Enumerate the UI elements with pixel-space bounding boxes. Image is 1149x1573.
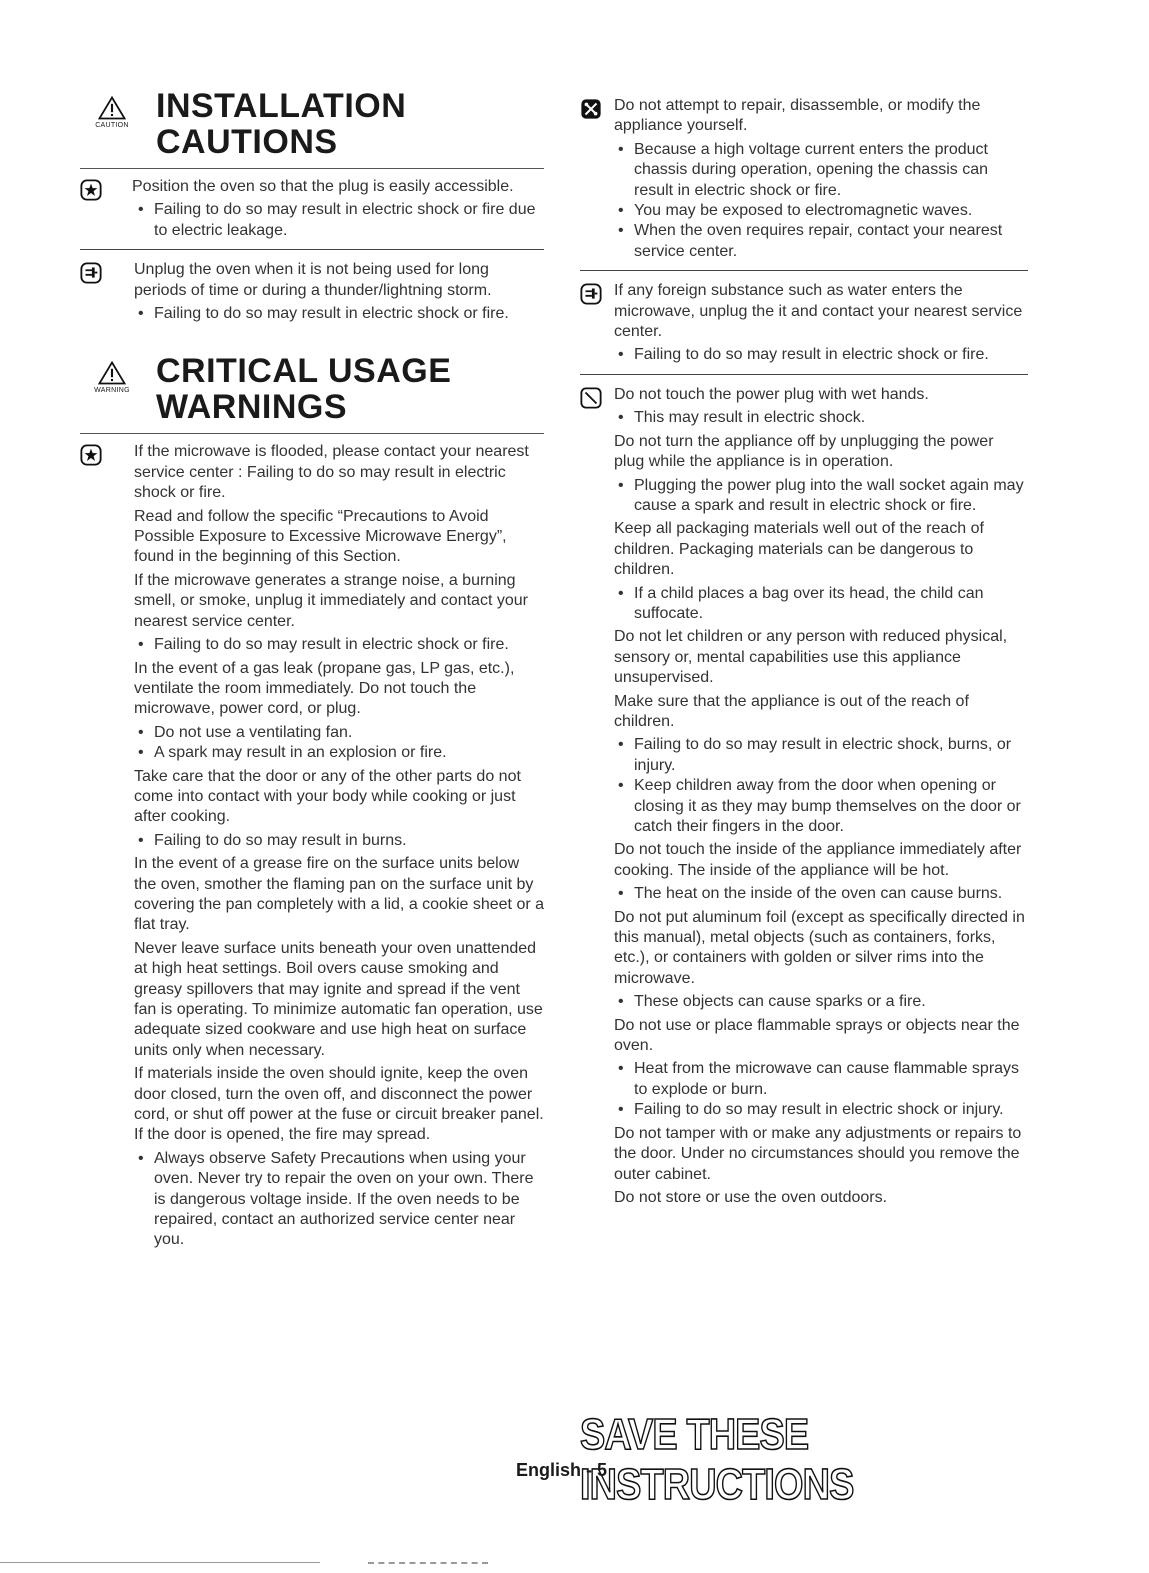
section-title-line-1: CRITICAL USAGE [156,352,452,391]
bullet-item: • Failing to do so may result in electric shock, burns, or injury. [614,735,1028,776]
warning-badge-label: WARNING [94,387,130,395]
bullet-item: • Keep children away from the door when opening or closing it as they may bump themselves on the door or catch their fingers in the door. [614,776,1028,837]
prohibited-icon [580,387,602,409]
divider [80,168,544,169]
no-disassembly-icon [580,98,602,120]
right-column [580,96,1028,1211]
bullet-list [614,345,1028,365]
instruction-paragraph: Read and follow the specific “Precautions to Avoid Possible Exposure to Excessive Microwave Energy”, found in the beginning of this Section. [134,507,507,566]
bullet-list [614,584,1028,625]
bullet-list [614,140,1028,262]
bullet-list [614,884,1028,904]
instruction-paragraph: If the microwave generates a strange noise, a burning smell, or smoke, unplug it immediately and contact your nearest service center. [134,571,528,630]
bullet-list [134,304,544,324]
caution-badge [80,96,144,129]
section-title [156,353,544,425]
page-number: English - 5 [516,1460,608,1480]
bottom-dash [368,1562,488,1564]
instruction-lead: If any foreign substance such as water enters the microwave, unplug the it and contact your nearest service center. [614,282,1023,341]
warning-lead: If the microwave is flooded, please contact your nearest service center : Failing to do so may result in electric shock or fire. [134,443,529,502]
bullet-list [134,200,544,241]
section-title-line-1: INSTALLATION [156,87,407,125]
instruction-paragraph: Never leave surface units beneath your oven unattended at high heat settings. Boil overs cause smoking and greasy spillovers that may ignite and spread if the vent fan is operating. To minimize automatic fan operation, use adequate sized cookware and use high heat on surface units only when necessary. [134,939,543,1059]
bullet-list [134,831,544,851]
bullet-item: • Do not use a ventilating fan. [134,723,544,743]
critical-usage-warnings-heading [80,353,544,425]
instruction-paragraph: In the event of a gas leak (propane gas, LP gas, etc.), ventilate the room immediately. Do not touch the microwave, power cord, or plug. [134,659,515,718]
bullet-item: • If a child places a bag over its head, the child can suffocate. [614,584,1028,625]
divider [580,270,1028,271]
instruction-paragraph: Keep all packaging materials well out of the reach of children. Packaging materials can be dangerous to children. [614,520,984,579]
instruction-paragraph: Do not store or use the oven outdoors. [614,1188,888,1206]
warnings-block [80,442,544,1250]
bullet-list [614,476,1028,517]
bullet-item: • Failing to do so may result in electric shock or fire due to electric leakage. [134,200,544,241]
bullet-item: • You may be exposed to electromagnetic waves. [614,201,1028,221]
instruction-paragraph: Do not turn the appliance off by unplugging the power plug while the appliance is in operation. [614,432,994,471]
bullet-list [134,1149,544,1251]
bullet-item: • The heat on the inside of the oven can cause burns. [614,884,1028,904]
bullet-list [614,1059,1028,1120]
caution-triangle-icon [98,96,126,120]
unplug-icon [80,262,102,284]
bullet-item: • A spark may result in an explosion or fire. [134,743,544,763]
instruction-paragraph: Do not touch the inside of the appliance immediately after cooking. The inside of the appliance will be hot. [614,841,1022,879]
bullet-item: • This may result in electric shock. [614,408,1028,428]
must-follow-icon [80,444,102,466]
bullet-item: • Failing to do so may result in electric shock or fire. [134,304,544,324]
instruction-paragraph: Do not put aluminum foil (except as specifically directed in this manual), metal objects (such as containers, forks, etc.), or containers with golden or silver rims into the microwave. [614,908,1025,987]
instruction-block [580,96,1028,262]
bullet-list [614,735,1028,837]
section-title [156,88,544,160]
caution-badge-label: CAUTION [95,122,129,129]
instruction-paragraph: Make sure that the appliance is out of the reach of children. [614,692,969,730]
bullet-list [134,635,544,655]
section-title-line-2: WARNINGS [156,388,347,427]
instruction-block [80,177,544,241]
instruction-paragraph: Do not let children or any person with reduced physical, sensory or, mental capabilities use this appliance unsupervised. [614,628,1008,687]
bullet-item: • Plugging the power plug into the wall socket again may cause a spark and result in electric shock or fire. [614,476,1028,517]
unplug-icon [580,283,602,305]
section-title-line-2: CAUTIONS [156,123,338,161]
instruction-paragraph: Do not tamper with or make any adjustments or repairs to the door. Under no circumstances should you remove the outer cabinet. [614,1124,1022,1183]
divider [80,433,544,434]
installation-cautions-heading [80,88,544,160]
warning-triangle-icon [98,361,126,385]
bullet-list [134,723,544,764]
instruction-paragraph: Take care that the door or any of the other parts do not come into contact with your body while cooking or just after cooking. [134,767,521,826]
instruction-lead: Do not touch the power plug with wet hands. [614,385,929,403]
instruction-paragraph: In the event of a grease fire on the surface units below the oven, smother the flaming pan on the surface unit by covering the pan completely with a lid, a cookie sheet or a flat tray. [134,855,545,934]
divider [580,374,1028,375]
instruction-lead: Unplug the oven when it is not being used for long periods of time or during a thunder/lightning storm. [134,261,492,299]
bullet-item: • Heat from the microwave can cause flammable sprays to explode or burn. [614,1059,1028,1100]
bullet-item: • Failing to do so may result in electric shock or fire. [134,635,544,655]
instruction-block [580,281,1028,366]
bullet-list [614,992,1028,1012]
bullet-item: • Always observe Safety Precautions when using your oven. Never try to repair the oven on your own. There is dangerous voltage inside. If the oven needs to be repaired, contact an authorized service center near you. [134,1149,544,1251]
warning-badge [80,361,144,394]
bullet-item: • Failing to do so may result in burns. [134,831,544,851]
bullet-item: • Failing to do so may result in electric shock or injury. [614,1100,1028,1120]
instruction-paragraph: If materials inside the oven should ignite, keep the oven door closed, turn the oven off, and disconnect the power cord, or shut off power at the fuse or circuit breaker panel. If the door is opened, the fire may spread. [134,1065,544,1144]
instruction-lead: Do not attempt to repair, disassemble, or modify the appliance yourself. [614,97,981,135]
must-follow-icon [80,179,102,201]
instruction-paragraph: Do not use or place flammable sprays or objects near the oven. [614,1016,1020,1055]
instruction-block [80,260,544,324]
bottom-rule [0,1562,320,1563]
bullet-item: • Failing to do so may result in electric shock or fire. [614,345,1028,365]
bullet-item: • Because a high voltage current enters the product chassis during operation, opening the chassis can result in electric shock or fire. [614,140,1028,201]
bullet-item: • When the oven requires repair, contact your nearest service center. [614,221,1028,262]
bullet-list [614,408,1028,428]
prohibited-actions-block [580,385,1028,1208]
divider [80,249,544,250]
bullet-item: • These objects can cause sparks or a fire. [614,992,1028,1012]
left-column [80,88,544,1254]
instruction-lead: Position the oven so that the plug is easily accessible. [132,178,514,195]
save-instructions-title: SAVE THESE INSTRUCTIONS [580,1410,854,1509]
